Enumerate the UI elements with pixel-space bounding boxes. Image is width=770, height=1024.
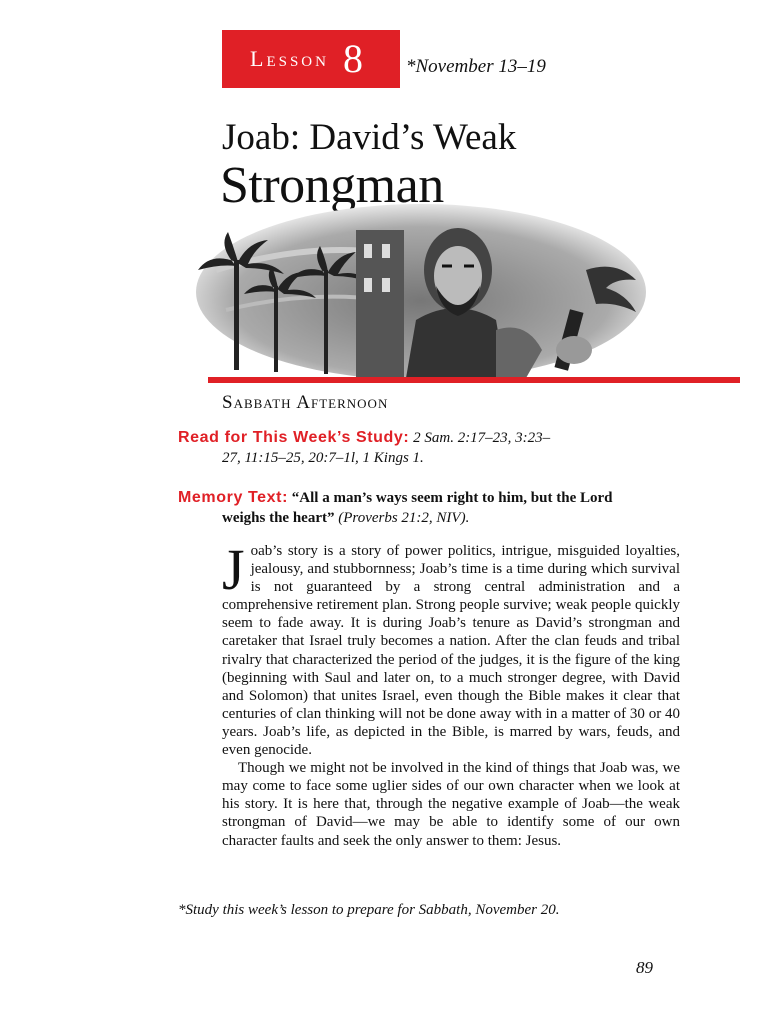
study-label: Read for This Week’s Study: — [178, 429, 410, 446]
body-text — [222, 537, 680, 850]
paragraph-1 — [222, 537, 680, 759]
page-number: 89 — [636, 958, 653, 977]
lesson-word: Lesson — [250, 46, 329, 71]
paragraph-2: Though we might not be involved in the kind of things that Joab was, we may come to face some uglier sides of our own character when we look at his story. It is here that, through the negative example of Joab—the weak strongman of David—we may be able to identify some of our own character faults and seek the only answer to them: Jesus. — [222, 760, 680, 849]
lesson-banner — [222, 30, 400, 88]
study-block — [178, 428, 688, 468]
memory-quote-line-1: “All a man’s ways seem right to him, but the Lord — [291, 490, 613, 506]
red-divider — [208, 377, 740, 383]
study-refs-line-1: 2 Sam. 2:17–23, 3:23– — [413, 430, 551, 446]
title-line-1: Joab: David’s Weak — [222, 117, 517, 158]
memory-label: Memory Text: — [178, 489, 289, 506]
memory-block — [178, 488, 688, 528]
tower — [356, 230, 404, 378]
paragraph-1-text: oab’s story is a story of power politics, intrigue, misguided loyalties, jealousy, and stubbornness; Joab’s time is a time during which survival is not guaranteed by a strong central administration and a comprehensive retirement plan. Strong people survive; weak people quickly seem to fade away. It is during Joab’s tenure as David’s strongman and caretaker that Israel truly becomes a nation. After the clan feuds and tribal rivalry that characterized the period of the judges, it is the figure of the king (beginning with Saul and later on, to a much stronger degree, with David and Solomon) that unites Israel, even though the Bible makes it clear that centuries of clan thinking will not be done away with in a matter of 30 or 40 years. Joab’s life, as depicted in the Bible, is marred by wars, feuds, and even genocide. — [222, 543, 680, 759]
title-line-2: Strongman — [220, 157, 444, 214]
footnote: *Study this week’s lesson to prepare for Sabbath, November 20. — [178, 902, 560, 918]
drop-cap: J — [222, 537, 245, 602]
memory-quote-line-2: weighs the heart” — [222, 510, 335, 526]
lesson-dates: *November 13–19 — [406, 56, 546, 77]
lesson-number: 8 — [342, 36, 363, 81]
section-heading: Sabbath Afternoon — [222, 392, 389, 413]
study-refs-line-2: 27, 11:15–25, 20:7–1l, 1 Kings 1. — [222, 450, 424, 466]
joab-illustration — [196, 200, 646, 378]
memory-reference: (Proverbs 21:2, NIV). — [338, 510, 470, 526]
